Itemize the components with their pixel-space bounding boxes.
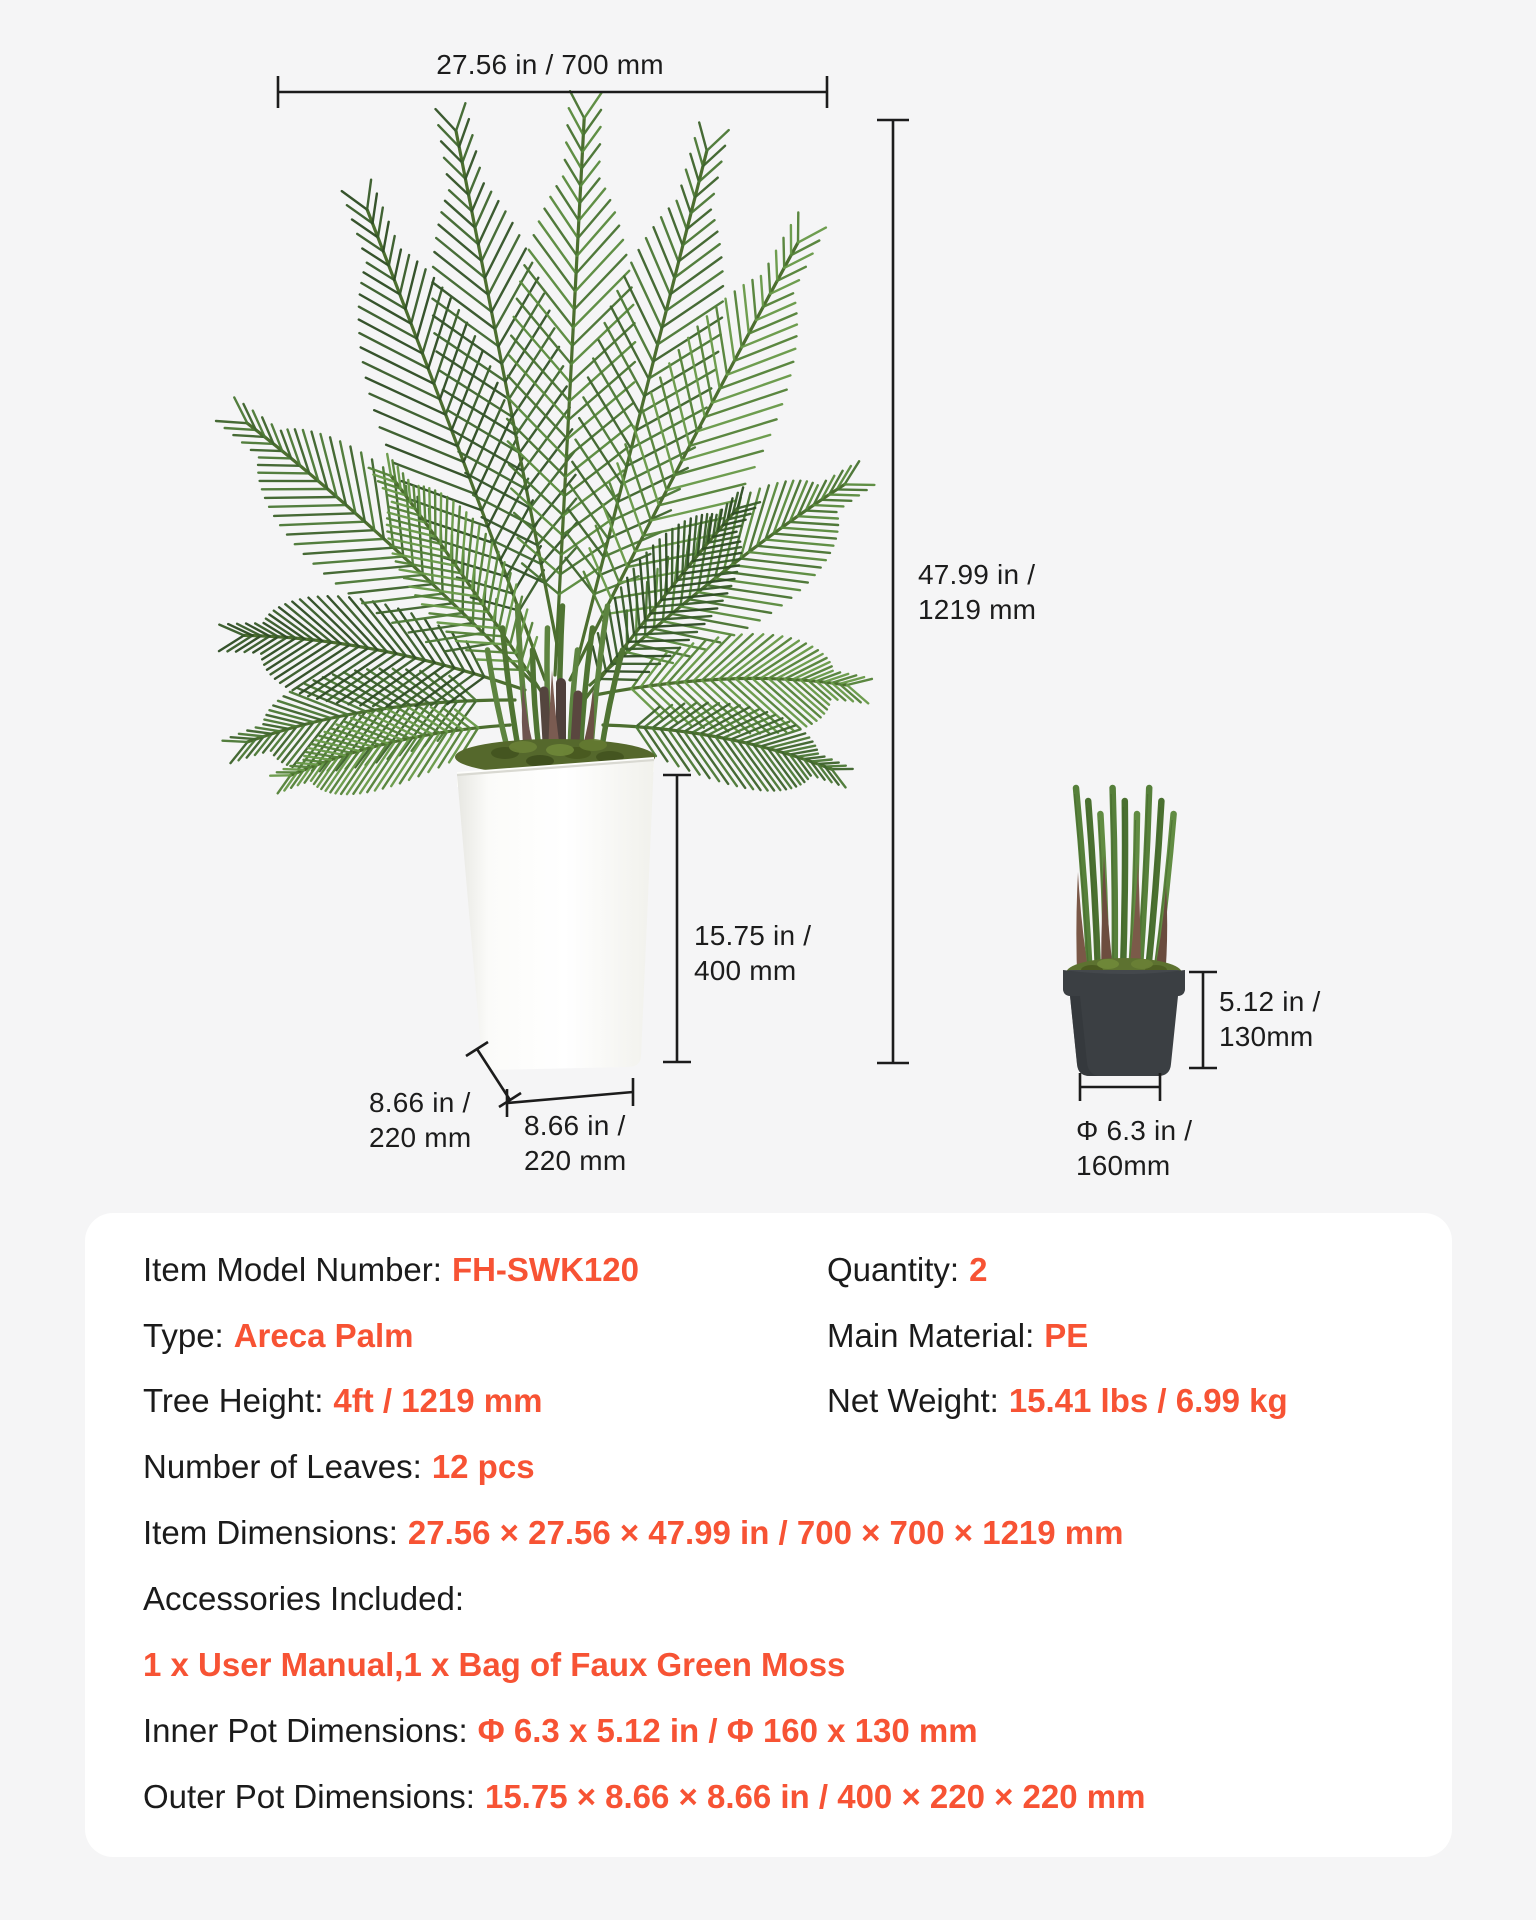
spec-row [85,1566,1452,1632]
spec-panel [85,1213,1452,1857]
palm-frond [590,461,874,685]
spec-label: Item Dimensions: [143,1514,398,1551]
planter-moss [455,739,655,775]
outer-pot-depth-line1: 8.66 in / [369,1087,471,1118]
spec-row [85,1500,1452,1566]
spec-value: 15.41 lbs / 6.99 kg [1008,1382,1288,1419]
palm-stems [488,606,623,759]
sheath-blades [522,670,594,763]
spec-row [85,1303,1452,1369]
palm-frond [342,180,545,680]
spec-label: Inner Pot Dimensions: [143,1712,468,1749]
spec-label: Accessories Included: [143,1580,464,1617]
inner-pot-height-line2: 130mm [1219,1021,1314,1052]
sheath-stem [574,695,578,759]
outer-pot-height-line1: 15.75 in / [694,920,812,951]
palm-frond [369,454,550,705]
tree-height-label-line1: 47.99 in / [918,559,1036,590]
inner-pot-stems [1075,788,1174,978]
spec-row [85,1698,1452,1764]
tree-height-dimension [877,120,909,1063]
spec-value: 27.56 × 27.56 × 47.99 in / 700 × 700 × 1219 mm [407,1514,1124,1551]
spec-value: Φ 6.3 x 5.12 in / Φ 160 x 130 mm [477,1712,978,1749]
palm-frond [219,596,525,706]
palm-frond [603,703,853,791]
palm-frond [570,213,826,681]
spec-label: Outer Pot Dimensions: [143,1778,475,1815]
inner-pot-diameter-label [1076,1113,1192,1183]
spec-value: 15.75 × 8.66 × 8.66 in / 400 × 220 × 220 mm [484,1778,1146,1815]
outer-pot-depth-label [369,1085,471,1155]
spec-value: 12 pcs [431,1448,535,1485]
inner-pot-diameter-line1: Φ 6.3 in / [1076,1115,1193,1146]
spec-row [85,1764,1452,1830]
inner-pot-diameter-dimension [1080,1073,1160,1101]
spec-value: 1 x User Manual,1 x Bag of Faux Green Moss [143,1646,846,1683]
outer-pot-height-dimension [663,775,691,1062]
sheath-stem [544,691,548,759]
outer-pot-width-line2: 220 mm [524,1145,627,1176]
sheath-blade [1101,855,1115,988]
spec-value: 2 [969,1251,988,1288]
spec-value: PE [1044,1317,1089,1354]
spec-row [85,1237,1452,1303]
spec-value: FH-SWK120 [451,1251,639,1288]
spec-label: Main Material: [827,1317,1035,1354]
inner-pot-height-dimension [1189,972,1217,1068]
inner-pot-image [1040,780,1210,1090]
sheath-blade [1127,862,1141,988]
spec-label: Item Model Number: [143,1251,442,1288]
spec-value: Areca Palm [233,1317,414,1354]
sheath-blade [1152,885,1168,985]
outer-pot-height-line2: 400 mm [694,955,797,986]
outer-pot-width-label [524,1108,626,1178]
spec-label: Net Weight: [827,1382,999,1419]
palm-frond [566,123,729,671]
palm-frond [577,487,760,710]
palm-frond [223,669,516,771]
sheath-blade [1076,872,1090,985]
outer-pot-depth-dimension [466,1042,521,1107]
inner-pot-body [1063,970,1185,1076]
spec-value: 4ft / 1219 mm [333,1382,543,1419]
spec-row [85,1434,1452,1500]
outer-pot-width-line1: 8.66 in / [524,1110,626,1141]
inner-pot-diameter-line2: 160mm [1076,1150,1171,1181]
inner-pot-height-label [1219,984,1320,1054]
inner-pot-height-line1: 5.12 in / [1219,986,1321,1017]
palm-frond [595,634,872,734]
tree-height-label [918,557,1036,627]
tree-width-label: 27.56 in / 700 mm [436,49,664,80]
white-planter [457,757,654,1070]
spec-label: Quantity: [827,1251,960,1288]
spec-row [85,1632,1452,1698]
inner-pot-moss [1066,958,1182,988]
spec-label: Number of Leaves: [143,1448,422,1485]
palm-frond [433,103,577,660]
spec-row [85,1368,1452,1434]
outer-pot-height-label [694,918,811,988]
palm-frond [270,707,510,794]
spec-label: Tree Height: [143,1382,324,1419]
outer-pot-depth-line2: 220 mm [369,1122,472,1153]
palm-frond [507,91,635,675]
palm-frond [216,398,535,686]
tree-height-label-line2: 1219 mm [918,594,1037,625]
spec-label: Type: [143,1317,224,1354]
